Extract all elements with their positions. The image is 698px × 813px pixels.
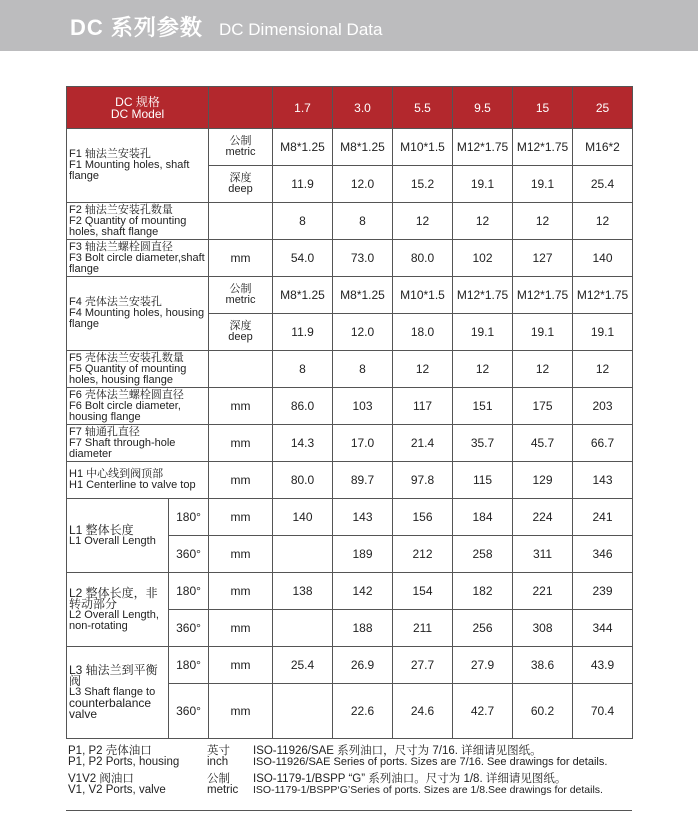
value-cell: 15.2 [393, 166, 453, 203]
value-cell: 27.9 [453, 647, 513, 684]
value-cell: 308 [513, 610, 573, 647]
footnote-desc: ISO-11926/SAE 系列油口，尺寸为 7/16. 详细请见图纸。 [253, 745, 542, 757]
value-cell: 117 [393, 388, 453, 425]
row-label-en: F7 Shaft through-hole diameter [69, 436, 176, 460]
row-label-f1 [67, 129, 209, 203]
value-cell: 189 [333, 536, 393, 573]
row-label-f2 [67, 203, 209, 240]
table-row-f1-metric [67, 129, 633, 166]
value-cell: 43.9 [573, 647, 633, 684]
value-cell: 86.0 [273, 388, 333, 425]
row-label-cn: L2 整体长度，非转动部分 [69, 585, 158, 611]
value-cell: M8*1.25 [333, 277, 393, 314]
row-label-en: F6 Bolt circle diameter, housing flange [69, 399, 181, 423]
bottom-divider [66, 810, 632, 811]
unit-cell: mm [209, 536, 273, 573]
value-cell [273, 536, 333, 573]
value-cell: 12 [393, 203, 453, 240]
value-cell: 97.8 [393, 462, 453, 499]
value-cell: 256 [453, 610, 513, 647]
unit-header [209, 87, 273, 129]
value-cell: 26.9 [333, 647, 393, 684]
value-cell: 140 [573, 240, 633, 277]
value-cell: 27.7 [393, 647, 453, 684]
angle-cell: 360° [169, 610, 209, 647]
footnote-port: V1V2 阀油口 [68, 773, 134, 785]
value-cell: M12*1.75 [453, 277, 513, 314]
value-cell: 18.0 [393, 314, 453, 351]
value-cell: 80.0 [273, 462, 333, 499]
value-cell: 19.1 [513, 166, 573, 203]
unit-cell: 深度 deep [209, 314, 273, 351]
row-label-en: L3 Shaft flange to [69, 686, 156, 698]
angle-cell: 360° [169, 684, 209, 739]
table-row-f7 [67, 425, 633, 462]
value-cell: 22.6 [333, 684, 393, 739]
table-row-f4-metric [67, 277, 633, 314]
row-label-l2 [67, 573, 169, 647]
footnote-port: P1, P2 Ports, housing [68, 756, 180, 768]
row-label-f6 [67, 388, 209, 425]
value-cell: 12 [513, 351, 573, 388]
footnote-row [68, 784, 634, 798]
value-cell [273, 610, 333, 647]
value-cell: 54.0 [273, 240, 333, 277]
row-label-cn: H1 中心线到阀顶部 [69, 468, 164, 480]
unit-cell: mm [209, 499, 273, 536]
value-cell: 11.9 [273, 166, 333, 203]
value-cell: 103 [333, 388, 393, 425]
unit-cell: 公制 metric [209, 277, 273, 314]
value-cell: 258 [453, 536, 513, 573]
value-cell: 203 [573, 388, 633, 425]
value-cell [273, 684, 333, 739]
table-row-h1 [67, 462, 633, 499]
table-row-l3-180 [67, 647, 633, 684]
value-cell: 224 [513, 499, 573, 536]
row-label-f5 [67, 351, 209, 388]
value-cell: 8 [333, 351, 393, 388]
size-header: 3.0 [333, 87, 393, 129]
value-cell: 138 [273, 573, 333, 610]
row-label-cn: F5 壳体法兰安装孔数量 [69, 351, 184, 364]
value-cell: 241 [573, 499, 633, 536]
value-cell: 12 [393, 351, 453, 388]
row-label-en: L2 Overall Length, non-rotating [69, 608, 159, 632]
footnote-row [68, 756, 634, 770]
value-cell: 19.1 [513, 314, 573, 351]
value-cell: 8 [333, 203, 393, 240]
dimension-table [66, 86, 633, 739]
value-cell: M10*1.5 [393, 129, 453, 166]
angle-cell: 180° [169, 647, 209, 684]
value-cell: 12 [513, 203, 573, 240]
dimension-table-container [66, 86, 632, 739]
unit-cell: mm [209, 240, 273, 277]
page-title-cn: DC 系列参数 [70, 15, 203, 40]
value-cell: 175 [513, 388, 573, 425]
row-label-cn: F4 壳体法兰安装孔 [69, 296, 162, 308]
value-cell: 151 [453, 388, 513, 425]
row-label-en: F2 Quantity of mounting holes, shaft flange [69, 214, 187, 238]
value-cell: 80.0 [393, 240, 453, 277]
row-label-cn: F1 轴法兰安装孔 [69, 148, 151, 160]
row-label-cn: F2 轴法兰安装孔数量 [69, 203, 173, 216]
value-cell: 188 [333, 610, 393, 647]
angle-cell: 180° [169, 499, 209, 536]
unit-cell [209, 351, 273, 388]
value-cell: 12.0 [333, 314, 393, 351]
value-cell: 19.1 [573, 314, 633, 351]
value-cell: M12*1.75 [573, 277, 633, 314]
unit-cell: 公制 metric [209, 129, 273, 166]
size-header: 1.7 [273, 87, 333, 129]
value-cell: 73.0 [333, 240, 393, 277]
footnotes [68, 742, 634, 798]
value-cell: M8*1.25 [273, 277, 333, 314]
value-cell: 38.6 [513, 647, 573, 684]
model-header-cn: DC 规格 [115, 94, 160, 109]
value-cell: 346 [573, 536, 633, 573]
value-cell: 143 [573, 462, 633, 499]
row-label-en: F1 Mounting holes, shaft flange [69, 159, 190, 182]
value-cell: 25.4 [573, 166, 633, 203]
value-cell: 35.7 [453, 425, 513, 462]
value-cell: 19.1 [453, 314, 513, 351]
row-label-en: L1 Overall Length [69, 534, 156, 547]
value-cell: 19.1 [453, 166, 513, 203]
table-row-l2-180 [67, 573, 633, 610]
row-label-cn: F7 轴通孔直径 [69, 425, 140, 438]
row-label-cn: F6 壳体法兰螺栓圆直径 [69, 388, 184, 401]
value-cell: 70.4 [573, 684, 633, 739]
value-cell: 311 [513, 536, 573, 573]
table-row-f6 [67, 388, 633, 425]
row-label-h1 [67, 462, 209, 499]
unit-cell: mm [209, 425, 273, 462]
unit-cell: mm [209, 388, 273, 425]
value-cell: 182 [453, 573, 513, 610]
angle-cell: 180° [169, 573, 209, 610]
row-label-en: valve [69, 707, 98, 721]
page-title-en: DC Dimensional Data [219, 20, 383, 39]
value-cell: 344 [573, 610, 633, 647]
value-cell: 11.9 [273, 314, 333, 351]
value-cell: 8 [273, 351, 333, 388]
value-cell: 143 [333, 499, 393, 536]
table-row-l1-180 [67, 499, 633, 536]
value-cell: 129 [513, 462, 573, 499]
unit-cell: 深度 deep [209, 166, 273, 203]
unit-cell: mm [209, 647, 273, 684]
value-cell: 45.7 [513, 425, 573, 462]
value-cell: M8*1.25 [333, 129, 393, 166]
footnote-unit: 英寸 [207, 745, 230, 757]
value-cell: 102 [453, 240, 513, 277]
size-header: 5.5 [393, 87, 453, 129]
model-header [67, 87, 209, 129]
footnote-unit: inch [207, 756, 229, 768]
value-cell: 24.6 [393, 684, 453, 739]
row-label-cn: F3 轴法兰螺栓圆直径 [69, 240, 173, 253]
row-label-l3 [67, 647, 169, 739]
value-cell: M12*1.75 [513, 277, 573, 314]
value-cell: 221 [513, 573, 573, 610]
value-cell: M16*2 [573, 129, 633, 166]
angle-cell: 360° [169, 536, 209, 573]
value-cell: M10*1.5 [393, 277, 453, 314]
size-header: 15 [513, 87, 573, 129]
model-header-en: DC Model [110, 106, 165, 121]
row-label-en: F4 Mounting holes, housing flange [69, 307, 205, 330]
value-cell: 212 [393, 536, 453, 573]
value-cell: 21.4 [393, 425, 453, 462]
value-cell: 211 [393, 610, 453, 647]
footnote-unit: 公制 [207, 773, 230, 785]
row-label-cn: L3 轴法兰到平衡阀 [69, 663, 158, 688]
row-label-en: F3 Bolt circle diameter,shaft flange [69, 251, 205, 275]
value-cell: 154 [393, 573, 453, 610]
value-cell: 8 [273, 203, 333, 240]
value-cell: 89.7 [333, 462, 393, 499]
unit-cell [209, 203, 273, 240]
footnote-row [68, 742, 634, 756]
footnote-desc: ISO-11926/SAE Series of ports. Sizes are 7/16. See drawings for details. [253, 756, 608, 768]
footnote-desc: ISO-1179-1/BSPP “G” 系列油口。尺寸为 1/8. 详细请见图纸。 [253, 773, 567, 785]
value-cell: 66.7 [573, 425, 633, 462]
footnote-unit: metric [207, 784, 239, 796]
footnote-port: P1, P2 壳体油口 [68, 745, 152, 757]
table-row-f5 [67, 351, 633, 388]
table-row-f2 [67, 203, 633, 240]
footnote-row [68, 770, 634, 784]
value-cell: M8*1.25 [273, 129, 333, 166]
row-label-f3 [67, 240, 209, 277]
value-cell: 14.3 [273, 425, 333, 462]
footnote-port: V1, V2 Ports, valve [68, 784, 166, 796]
table-row-f3 [67, 240, 633, 277]
value-cell: 127 [513, 240, 573, 277]
value-cell: 12.0 [333, 166, 393, 203]
value-cell: 115 [453, 462, 513, 499]
value-cell: M12*1.75 [453, 129, 513, 166]
value-cell: 184 [453, 499, 513, 536]
row-label-cn: L1 整体长度 [69, 522, 134, 537]
value-cell: 140 [273, 499, 333, 536]
value-cell: 142 [333, 573, 393, 610]
value-cell: 60.2 [513, 684, 573, 739]
row-label-en: F5 Quantity of mounting holes, housing flange [69, 362, 187, 386]
value-cell: 12 [453, 351, 513, 388]
footnote-desc: ISO-1179-1/BSPP‘G’Series of ports. Sizes are 1/8.See drawings for details. [253, 784, 603, 796]
page-header [0, 0, 698, 51]
table-header-row [67, 87, 633, 129]
row-label-en: H1 Centerline to valve top [69, 479, 196, 491]
unit-cell: mm [209, 684, 273, 739]
row-label-en: counterbalance [69, 696, 152, 710]
value-cell: 156 [393, 499, 453, 536]
value-cell: 17.0 [333, 425, 393, 462]
row-label-l1 [67, 499, 169, 573]
value-cell: 12 [573, 351, 633, 388]
row-label-f4 [67, 277, 209, 351]
value-cell: M12*1.75 [513, 129, 573, 166]
unit-cell: mm [209, 573, 273, 610]
value-cell: 12 [573, 203, 633, 240]
value-cell: 12 [453, 203, 513, 240]
size-header: 9.5 [453, 87, 513, 129]
unit-cell: mm [209, 462, 273, 499]
unit-cell: mm [209, 610, 273, 647]
value-cell: 25.4 [273, 647, 333, 684]
size-header: 25 [573, 87, 633, 129]
value-cell: 239 [573, 573, 633, 610]
value-cell: 42.7 [453, 684, 513, 739]
row-label-f7 [67, 425, 209, 462]
